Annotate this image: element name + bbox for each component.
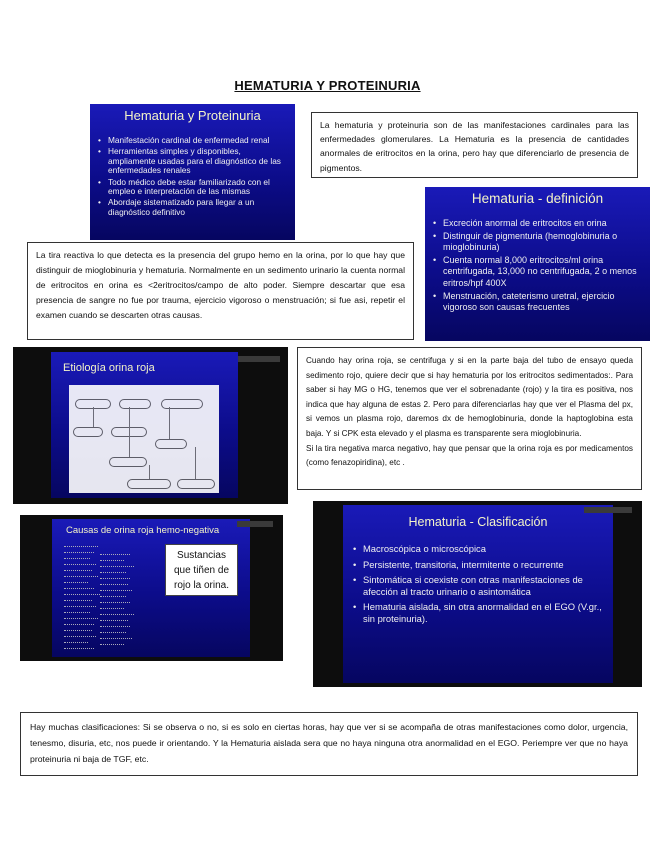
slide-causas-frame xyxy=(20,515,283,661)
note-tira-reactiva: La tira reactiva lo que detecta es la presencia del grupo hemo en la orina, por lo que hay que distinguir de mioglobinuria y hematuria. Normalmente en un sedimento urinario la cuenta normal de eritrocitos en orina es <2eritrocitos/campo de alto poder. Siempre descartar que esa presencia de sangre no fue por trauma, ejercicio vigoroso o menstruación; si fue asi, repetir el examen cuando se descarten otras causas. xyxy=(27,242,414,340)
flowchart-node xyxy=(155,439,187,449)
slide-hematuria-definicion xyxy=(425,187,650,341)
causes-sublist xyxy=(100,549,140,645)
slide-title: Etiología orina roja xyxy=(63,362,155,374)
flowchart-node xyxy=(161,399,203,409)
list-item xyxy=(64,643,94,649)
page-title: HEMATURIA Y PROTEINURIA xyxy=(234,78,421,93)
flowchart xyxy=(69,385,219,493)
slide-bullet: • Excreción anormal de eritrocitos en orina xyxy=(433,218,642,230)
slide-bullet: • Sintomática si coexiste con otras manifestaciones de afección al tracto urinario o asintomática xyxy=(353,574,603,597)
slide-etiologia xyxy=(51,352,238,498)
slide-title: Hematuria y Proteinuria xyxy=(124,108,261,123)
slide-corner-tag xyxy=(237,521,273,527)
slide-corner-tag xyxy=(238,356,280,362)
list-item xyxy=(100,639,124,645)
slide-clasificacion xyxy=(343,505,613,683)
note-clasificaciones: Hay muchas clasificaciones: Si se observa o no, si es solo en ciertas horas, hay que ver si se acompaña de otras manifestaciones como dolor, urgencia, tenesmo, disuria, etc, nos puede ir orientando. Y la Hematuria aislada sera que no haya ninguna otra anormalidad en el EGO. Periempre ver que no haya proteinuria ni baja de TGF, etc. xyxy=(20,712,638,776)
slide-title: Hematuria - definición xyxy=(471,191,604,206)
slide-bullet: • Distinguir de pigmenturia (hemoglobinuria o mioglobinuria) xyxy=(433,231,642,254)
note-definition: La hematuria y proteinuria son de las manifestaciones cardinales para las enfermedades glomerulares. La Hematuria es la presencia de cantidades anormales de eritrocitos en la orina, pero hay que diferenciarlo de presencia de pigmentos. xyxy=(311,112,638,178)
slide-bullet: • Macroscópica o microscópica xyxy=(353,543,603,555)
slide-bullet: • Hematuria aislada, sin otra anormalidad en el EGO (V.gr., sin proteinuria). xyxy=(353,601,603,624)
slide-hematuria-proteinuria xyxy=(90,104,295,240)
slide-bullet: • Abordaje sistematizado para llegar a un diagnóstico definitivo xyxy=(98,198,287,217)
slide-title: Hematuria - Clasificación xyxy=(408,515,548,529)
flowchart-connector xyxy=(195,447,196,479)
flowchart-node xyxy=(119,399,151,409)
callout-sustancias: Sustancias que tiñen de rojo la orina. xyxy=(165,544,238,596)
slide-bullet: • Cuenta normal 8,000 eritrocitos/ml orina centrifugada, 13,000 no centrifugada, 2 o menos eritros/hpf 400X xyxy=(433,255,642,290)
flowchart-node xyxy=(127,479,171,489)
causes-list xyxy=(64,541,104,649)
slide-bullet: • Todo médico debe estar familiarizado con el empleo e interpretación de las mismas xyxy=(98,178,287,197)
flowchart-node xyxy=(73,427,103,437)
note-orina-roja: Cuando hay orina roja, se centrifuga y si en la parte baja del tubo de ensayo queda sedimento rojo, quiere decir que si hay hematuria por los eritrocitos sedimentados:. Para saber si hay MG o HG, tenemos que ver el sobrenadante (rojo) y la tira es positiva, nos indica que hay alguna de estas 2. Pero para diferenciarlas hay que ver el Plasma del px, si vemos un plasma rojo, daremos dx de hemoglobinuria, donde la haptoglobina esta baja. Y si CPK esta elevado y el plasma es transparente sera mioglobinuria. Si la tira negativa marca negativo, hay que pensar que la orina roja es por medicamentos (como fenazopiridina), etc . xyxy=(297,347,642,490)
flowchart-node xyxy=(177,479,215,489)
flowchart-node xyxy=(109,457,147,467)
flowchart-connector xyxy=(149,465,150,479)
slide-etiologia-frame xyxy=(13,347,288,504)
flowchart-connector xyxy=(169,407,170,439)
flowchart-connector xyxy=(129,407,130,457)
slide-bullet: • Persistente, transitoria, intermitente o recurrente xyxy=(353,559,603,571)
slide-title: Causas de orina roja hemo-negativa xyxy=(66,525,220,536)
flowchart-connector xyxy=(93,407,94,427)
slide-corner-tag xyxy=(584,507,632,513)
slide-clasificacion-frame xyxy=(313,501,642,687)
slide-bullet: • Menstruación, cateterismo uretral, ejercicio vigoroso son causas frecuentes xyxy=(433,291,642,314)
slide-bullet: • Manifestación cardinal de enfermedad renal xyxy=(98,136,287,145)
slide-bullet: • Herramientas simples y disponibles, ampliamente usadas para el diagnóstico de las enfermedades renales xyxy=(98,147,287,175)
